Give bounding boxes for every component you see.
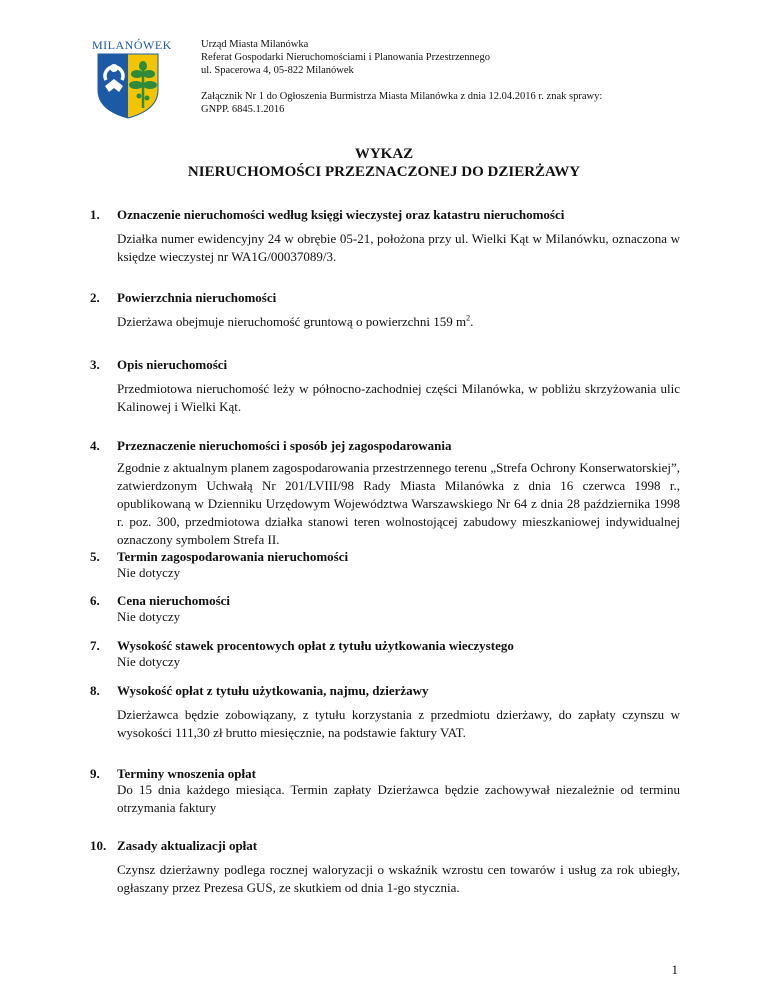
section-body: Nie dotyczy (117, 609, 181, 624)
section-heading: Przeznaczenie nieruchomości i sposób jej zagospodarowania (117, 438, 452, 453)
section-body-text: Dzierżawa obejmuje nieruchomość gruntową o powierzchni 159 m (117, 314, 467, 329)
section-heading: Oznaczenie nieruchomości według księgi wieczystej oraz katastru nieruchomości (117, 207, 565, 222)
section-number: 8. (90, 683, 100, 698)
doc-subtitle: NIERUCHOMOŚCI PRZEZNACZONEJ DO DZIERŻAWY (187, 164, 581, 180)
section-number: 2. (90, 290, 100, 305)
section-body: Działka numer ewidencyjny 24 w obrębie 05-21, położona przy ul. Wielki Kąt w Milanówku, oznaczona w księdze wieczystej nr WA1G/00037089/3. (117, 231, 680, 264)
section-heading: Termin zagospodarowania nieruchomości (117, 549, 349, 564)
section-heading: Cena nieruchomości (117, 593, 231, 608)
section-number: 6. (90, 593, 100, 608)
section-heading: Wysokość stawek procentowych opłat z tytułu użytkowania wieczystego (117, 638, 514, 653)
header-attachment-block (201, 90, 602, 116)
header-department: Referat Gospodarki Nieruchomościami i Planowania Przestrzennego (201, 52, 490, 63)
section-body: Przedmiotowa nieruchomość leży w północno-zachodniej części Milanówka, w pobliżu skrzyżowania ulic Kalinowej i Wielki Kąt. (117, 381, 680, 414)
superscript: 2 (466, 313, 471, 323)
section-body (117, 313, 680, 331)
section-body: Do 15 dnia każdego miesiąca. Termin zapłaty Dzierżawca będzie zachowywał niezależnie od terminu otrzymania faktury (117, 782, 680, 815)
header-office-name: Urząd Miasta Milanówka (201, 39, 309, 50)
section-number: 7. (90, 638, 100, 653)
page-number: 1 (671, 962, 678, 977)
section-body: Nie dotyczy (117, 565, 181, 580)
header-office-block (201, 38, 490, 77)
section-body: Czynsz dzierżawny podlega rocznej waloryzacji o wskaźnik wzrostu cen towarów i usług za rok ubiegły, ogłaszany przez Prezesa GUS, ze skutkiem od dnia 1-go stycznia. (117, 862, 680, 895)
section-heading: Wysokość opłat z tytułu użytkowania, najmu, dzierżawy (117, 683, 429, 698)
header-address: ul. Spacerowa 4, 05-822 Milanówek (201, 65, 354, 76)
section-body: Zgodnie z aktualnym planem zagospodarowania przestrzennego terenu „Strefa Ochrony Konserwatorskiej”, zatwierdzonym Uchwałą Nr 201/LVIII/98 Rady Miasta Milanówka z dnia 16 czerwca 1998 r., opublikowaną w Dzienniku Urzędowym Województwa Warszawskiego Nr 64 z dnia 28 października 1998 r. poz. 300, przedmiotowa działka stanowi teren wolnostojącej zabudowy mieszkaniowej indywidualnej oznaczony symbolem Strefa II. (117, 460, 680, 547)
section-heading: Powierzchnia nieruchomości (117, 290, 277, 305)
milanowek-crest-icon (95, 52, 161, 120)
section-heading: Opis nieruchomości (117, 357, 228, 372)
section-number: 9. (90, 766, 100, 781)
section-heading: Terminy wnoszenia opłat (117, 766, 256, 781)
section-body-suffix: . (470, 314, 474, 329)
section-number: 4. (90, 438, 100, 453)
header-attachment: Załącznik Nr 1 do Ogłoszenia Burmistrza Miasta Milanówka z dnia 12.04.2016 r. znak sprawy: (201, 91, 603, 102)
section-body: Dzierżawca będzie zobowiązany, z tytułu korzystania z przedmiotu dzierżawy, do zapłaty czynszu w wysokości 111,30 zł brutto miesięcznie, na podstawie faktury VAT. (117, 707, 680, 740)
section-number: 10. (90, 838, 107, 853)
section-heading: Zasady aktualizacji opłat (117, 838, 258, 853)
section-body: Nie dotyczy (117, 654, 181, 669)
logo-title: MILANÓWEK (92, 38, 172, 52)
doc-title: WYKAZ (354, 146, 414, 162)
header-case-number: GNPP. 6845.1.2016 (201, 104, 285, 115)
section-number: 1. (90, 207, 100, 222)
section-number: 3. (90, 357, 100, 372)
section-number: 5. (90, 549, 100, 564)
